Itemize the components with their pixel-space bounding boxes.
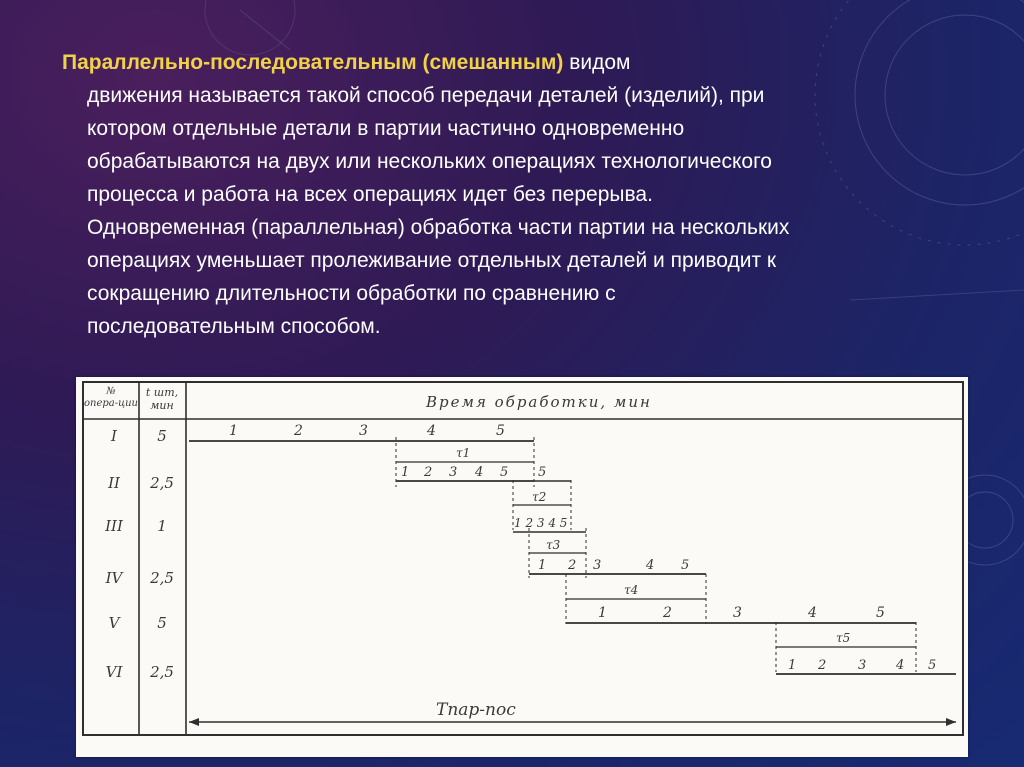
header-time-title: Время обработки, мин — [426, 393, 652, 411]
part-label: 1 — [229, 423, 238, 439]
arrow-head-left — [189, 718, 199, 726]
part-label: 3 — [359, 423, 368, 439]
part-label: 1 — [598, 605, 607, 621]
part-label: 2 — [663, 605, 672, 621]
part-label: 5 — [538, 465, 547, 480]
operation-number: VI — [105, 663, 123, 681]
part-label: 2 — [424, 465, 433, 480]
paragraph-line: операциях уменьшает пролеживание отдельных деталей и приводит к — [87, 249, 777, 272]
paragraph-line: сокращению длительности обработки по сравнению с — [87, 282, 616, 305]
header-t-label: мин — [150, 399, 174, 412]
paragraph-line: движения называется такой способ передачи деталей (изделий), при — [87, 84, 765, 107]
part-label: 1 — [401, 465, 410, 480]
part-label: 1 — [538, 558, 547, 573]
tau-label: τ1 — [456, 446, 471, 460]
operation-number: IV — [105, 569, 123, 587]
operation-time: 1 — [157, 517, 167, 535]
operation-number: V — [108, 614, 120, 632]
part-label: 2 — [568, 558, 577, 573]
part-label: 3 — [593, 558, 602, 573]
header-op-label: опера-ции — [84, 398, 138, 409]
operation-time: 2,5 — [150, 569, 174, 587]
paragraph-line: последовательным способом. — [87, 315, 381, 338]
part-label: 3 — [858, 658, 867, 673]
tau-label: τ5 — [836, 631, 851, 645]
part-label: 2 — [818, 658, 827, 673]
operation-number: I — [111, 427, 117, 445]
part-label: 5 — [496, 423, 505, 439]
part-label: 5 — [500, 465, 509, 480]
highlighted-term: Параллельно-последовательным (смешанным) — [62, 51, 564, 74]
header-op-label: № — [106, 386, 116, 397]
diagram-frame — [83, 382, 963, 735]
part-label: 2 — [294, 423, 303, 439]
tau-label: τ4 — [624, 583, 639, 597]
paragraph-line: обрабатываются на двух или нескольких операциях технологического — [87, 150, 772, 173]
op3-parts: 1 2 3 4 5 — [514, 516, 568, 530]
operation-time: 2,5 — [150, 663, 174, 681]
arrow-head-right — [946, 718, 956, 726]
part-label: 4 — [808, 605, 817, 621]
operation-time: 5 — [157, 614, 167, 632]
operation-number: II — [108, 474, 120, 492]
schedule-diagram-canvas — [76, 377, 968, 757]
part-label: 4 — [896, 658, 905, 673]
first-line-tail: видом — [569, 51, 631, 74]
part-label: 3 — [733, 605, 742, 621]
part-label: 1 — [788, 658, 797, 673]
operation-number: III — [105, 517, 123, 535]
part-label: 4 — [427, 423, 436, 439]
part-label: 3 — [449, 465, 458, 480]
tau-label: τ2 — [532, 490, 547, 504]
total-duration-label: Tпар-пос — [436, 700, 516, 720]
part-label: 5 — [928, 658, 937, 673]
tau-label: τ3 — [546, 538, 561, 552]
operation-time: 5 — [157, 427, 167, 445]
paragraph-line: Одновременная (параллельная) обработка части партии на нескольких — [87, 216, 790, 239]
part-label: 4 — [475, 465, 484, 480]
paragraph-line: котором отдельные детали в партии частично одновременно — [87, 117, 685, 140]
schedule-diagram — [76, 377, 968, 757]
paragraph-line: процесса и работа на всех операциях идет без перерыва. — [87, 183, 653, 206]
header-t-label: t шт, — [145, 386, 179, 399]
part-label: 4 — [646, 558, 655, 573]
part-label: 5 — [876, 605, 885, 621]
description-paragraph — [62, 46, 962, 343]
paragraph-first-line — [62, 46, 962, 79]
operation-time: 2,5 — [150, 474, 174, 492]
part-label: 5 — [681, 558, 690, 573]
